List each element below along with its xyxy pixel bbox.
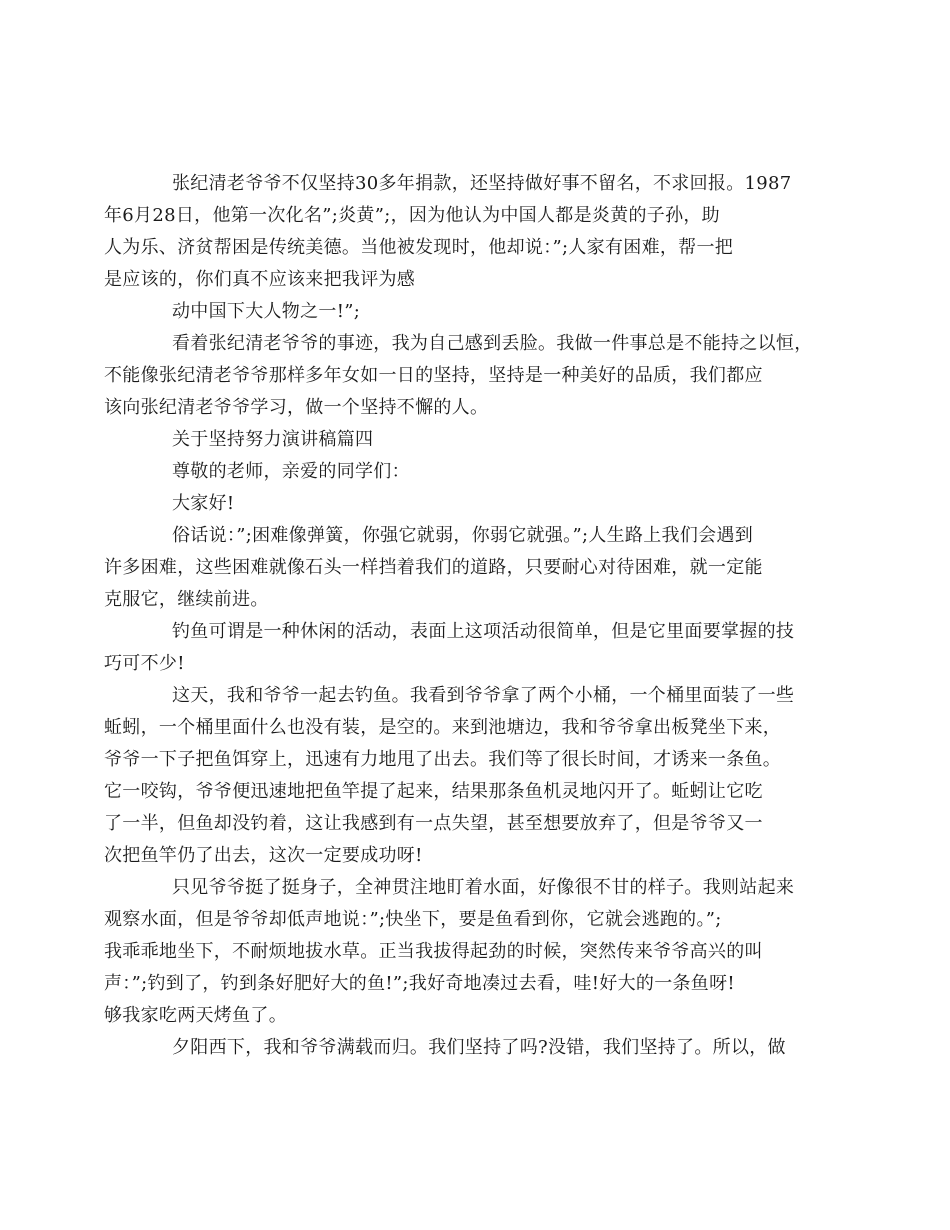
paragraph-line: 动中国下大人物之一!”;: [172, 301, 361, 322]
paragraph-line: 看着张纪清老爷爷的事迹，我为自己感到丢脸。我做一件事总是不能持之以恒，: [172, 333, 813, 354]
paragraph: [104, 872, 818, 1032]
paragraph: [104, 616, 818, 680]
paragraph-line: 是应该的，你们真不应该来把我评为感: [104, 269, 416, 290]
paragraph-line: 钓鱼可谓是一种休闲的活动，表面上这项活动很简单，但是它里面要掌握的技: [172, 621, 795, 642]
paragraph-line: 声：”;钓到了，钓到条好肥好大的鱼!”;我好奇地凑过去看，哇!好大的一条鱼呀!: [104, 973, 735, 994]
paragraph-line: 人为乐、济贫帮困是传统美德。当他被发现时，他却说：”;人家有困难，帮一把: [104, 237, 734, 258]
paragraph-line: 观察水面，但是爷爷却低声地说：”;快坐下，要是鱼看到你，它就会逃跑的。”;: [104, 909, 722, 930]
paragraph: [138, 1032, 818, 1064]
paragraph: [138, 424, 818, 456]
paragraph: [138, 296, 818, 328]
paragraph-line: 巧可不少!: [104, 653, 185, 674]
paragraph-line: 只见爷爷挺了挺身子，全神贯注地盯着水面，好像很不甘的样子。我则站起来: [172, 877, 795, 898]
document-body: [104, 168, 818, 1064]
paragraph-line: 关于坚持努力演讲稿篇四: [172, 429, 374, 450]
paragraph-line: 够我家吃两天烤鱼了。: [104, 1005, 287, 1026]
paragraph-line: 它一咬钩，爷爷便迅速地把鱼竿提了起来，结果那条鱼机灵地闪开了。蚯蚓让它吃: [104, 781, 763, 802]
paragraph: [138, 456, 818, 488]
paragraph-line: 次把鱼竿仍了出去，这次一定要成功呀!: [104, 845, 423, 866]
paragraph-line: 克服它，继续前进。: [104, 589, 269, 610]
paragraph-line: 爷爷一下子把鱼饵穿上，迅速有力地甩了出去。我们等了很长时间，才诱来一条鱼。: [104, 749, 782, 770]
paragraph-line: 不能像张纪清老爷爷那样多年女如一日的坚持，坚持是一种美好的品质，我们都应: [104, 365, 763, 386]
paragraph-line: 许多困难，这些困难就像石头一样挡着我们的道路，只要耐心对待困难，就一定能: [104, 557, 763, 578]
paragraph-line: 俗话说：”;困难像弹簧，你强它就弱，你弱它就强。”;人生路上我们会遇到: [172, 525, 754, 546]
paragraph: [104, 680, 818, 872]
paragraph-line: 张纪清老爷爷不仅坚持30多年捐款，还坚持做好事不留名，不求回报。1987: [172, 173, 792, 194]
paragraph-line: 尊敬的老师，亲爱的同学们：: [172, 461, 410, 482]
paragraph-line: 蚯蚓，一个桶里面什么也没有装，是空的。来到池塘边，我和爷爷拿出板凳坐下来，: [104, 717, 782, 738]
paragraph-line: 了一半，但鱼却没钓着，这让我感到有一点失望，甚至想要放弃了，但是爷爷又一: [104, 813, 763, 834]
paragraph: [104, 328, 818, 424]
paragraph-line: 大家好!: [172, 493, 235, 514]
paragraph-line: 这天，我和爷爷一起去钓鱼。我看到爷爷拿了两个小桶，一个桶里面装了一些: [172, 685, 795, 706]
paragraph: [104, 168, 818, 296]
paragraph: [138, 488, 818, 520]
paragraph-line: 年6月28日，他第一次化名”;炎黄”;，因为他认为中国人都是炎黄的子孙，助: [104, 205, 720, 226]
paragraph-line: 该向张纪清老爷爷学习，做一个坚持不懈的人。: [104, 397, 489, 418]
paragraph-line: 我乖乖地坐下，不耐烦地拔水草。正当我拔得起劲的时候，突然传来爷爷高兴的叫: [104, 941, 763, 962]
paragraph: [104, 520, 818, 616]
paragraph-line: 夕阳西下，我和爷爷满载而归。我们坚持了吗?没错，我们坚持了。所以，做: [172, 1037, 786, 1058]
